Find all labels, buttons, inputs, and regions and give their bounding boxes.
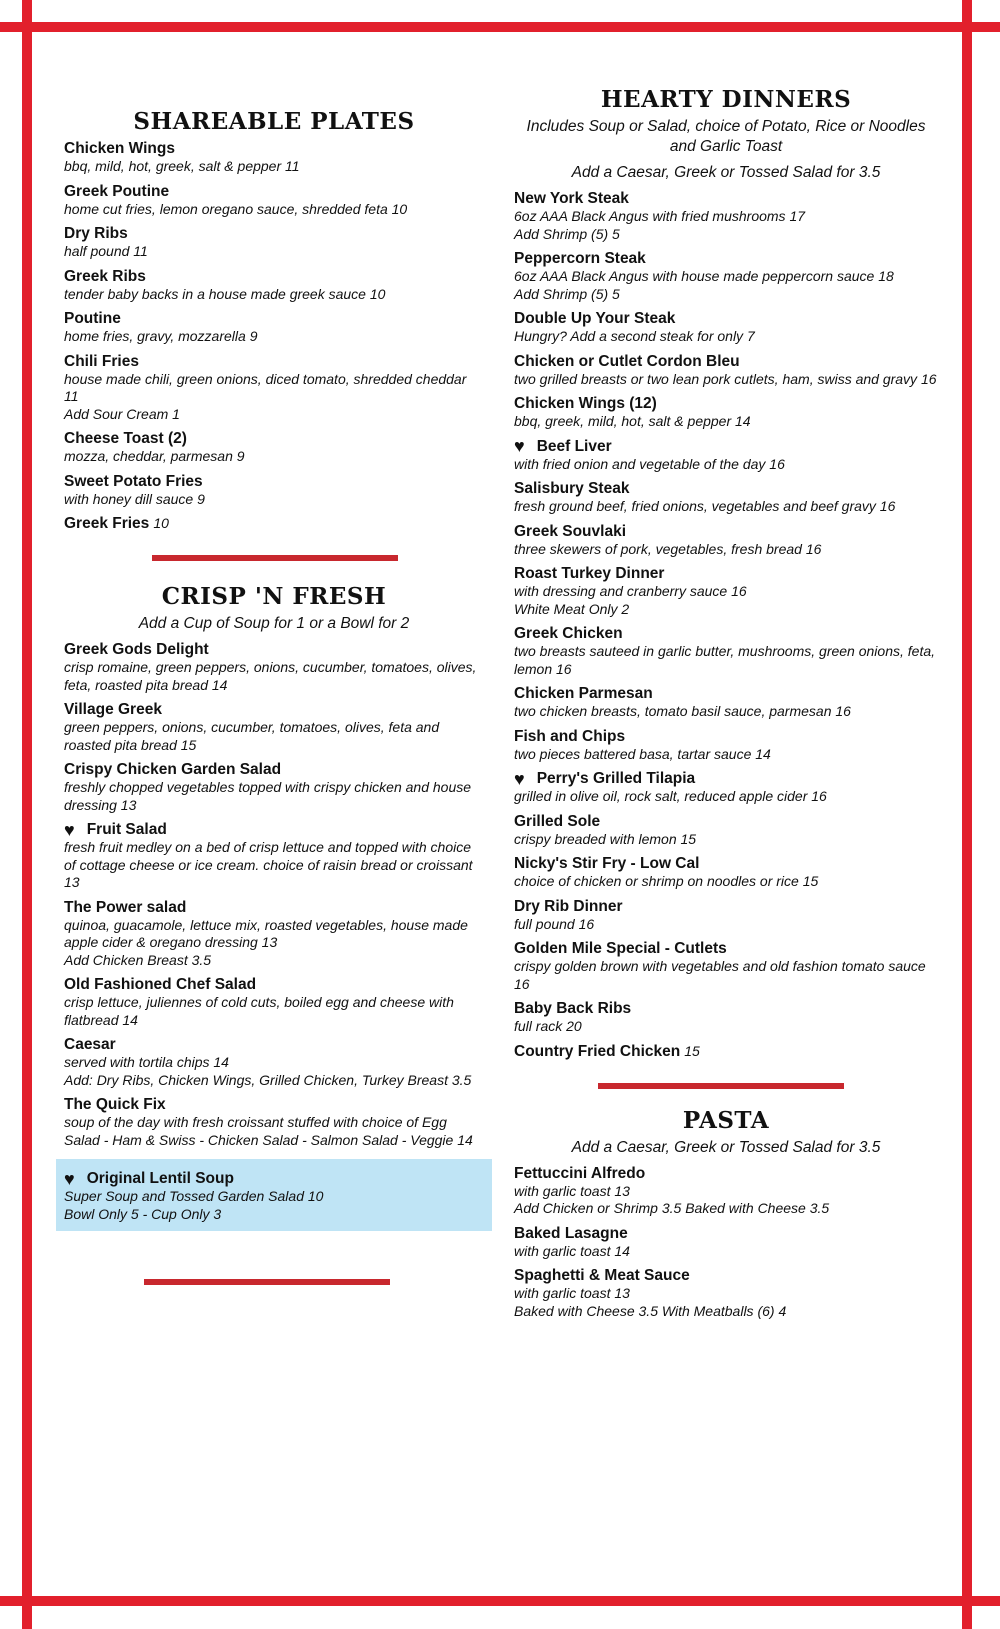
item-name: Cheese Toast (2) [64,430,187,447]
pasta-title: PASTA [682,1106,770,1134]
menu-item [64,640,484,694]
item-extra: Add Shrimp (5) 5 [514,285,620,302]
item-desc: crisp romaine, green peppers, onions, cucumber, tomatoes, olives, feta, roasted pita bread 14 [64,659,477,693]
lentil-soup-highlight [56,1159,492,1231]
hearty-subtitle-2: Add a Caesar, Greek or Tossed Salad for 3.5 [571,164,881,181]
heart-icon: ♥ [514,436,525,456]
menu-item [514,939,938,993]
menu-item [514,727,938,764]
menu-item [64,1035,484,1089]
item-desc: mozza, cheddar, parmesan 9 [64,448,245,464]
item-name [64,514,484,533]
menu-item [514,479,938,516]
menu-item [64,514,484,533]
item-desc: Hungry? Add a second steak for only 7 [514,328,755,344]
pasta-subtitle: Add a Caesar, Greek or Tossed Salad for 3.5 [571,1138,881,1156]
item-name: Nicky's Stir Fry - Low Cal [514,855,700,872]
item-name [514,1042,938,1061]
section-divider [152,555,398,561]
item-desc: house made chili, green onions, diced tomato, shredded cheddar 11 [64,370,467,404]
item-name: Dry Rib Dinner [514,897,623,915]
item-name: Double Up Your Steak [514,310,676,327]
item-name: New York Steak [514,190,629,207]
item-name-text: Beef Liver [536,437,612,455]
item-desc: 6oz AAA Black Angus with house made peppercorn sauce 18 [514,268,894,284]
item-desc: three skewers of pork, vegetables, fresh bread 16 [514,540,822,557]
item-desc: home cut fries, lemon oregano sauce, shredded feta 10 [64,200,408,217]
item-name-text: Country Fried Chicken [514,1042,681,1060]
item-desc: half pound 11 [64,243,148,259]
item-desc: served with tortila chips 14 [64,1054,229,1070]
item-desc: with fried onion and vegetable of the day 16 [514,455,785,472]
item-desc: two breasts sauteed in garlic butter, mushrooms, green onions, feta, lemon 16 [514,643,936,677]
item-name: Greek Poutine [64,182,170,200]
menu-item [64,309,484,346]
item-name: Crispy Chicken Garden Salad [64,761,282,778]
hearty-title: HEARTY DINNERS [600,86,852,113]
item-extra: Add Chicken Breast 3.5 [64,951,212,968]
item-name: Caesar [64,1036,116,1053]
heart-icon: ♥ [64,1168,75,1189]
item-name [64,1169,484,1188]
item-desc: Super Soup and Tossed Garden Salad 10 [64,1188,324,1204]
menu-item [64,224,484,261]
menu-item [64,760,484,814]
item-desc: freshly chopped vegetables topped with crispy chicken and house dressing 13 [64,779,472,813]
menu-item [64,1095,484,1149]
menu-item [64,182,484,219]
item-desc: tender baby backs in a house made greek sauce 10 [64,285,386,302]
item-name: Old Fashioned Chef Salad [64,976,257,993]
frame-left-border [22,0,32,1629]
frame-top-border [0,22,1000,32]
item-desc: with garlic toast 14 [514,1242,630,1259]
item-name: The Quick Fix [64,1096,166,1113]
item-name [514,769,938,788]
right-column [514,86,938,1326]
menu-item [514,1164,938,1218]
item-extra: Baked with Cheese 3.5 With Meatballs (6) 4 [514,1302,787,1319]
item-name: Roast Turkey Dinner [514,565,665,582]
menu-item [64,429,484,466]
item-extra: Add Shrimp (5) 5 [514,225,620,242]
item-name: Grilled Sole [514,812,601,830]
hearty-subtitle: Includes Soup or Salad, choice of Potato, Rice or Noodles and Garlic Toast [526,118,926,155]
menu-item [64,975,484,1029]
item-desc: with garlic toast 13 [514,1285,630,1301]
menu-item [514,854,938,891]
item-desc: soup of the day with fresh croissant stuffed with choice of Egg Salad - Ham & Swiss - Chicken Salad - Salmon Salad - Veggie 14 [64,1114,473,1148]
item-name-text: Perry's Grilled Tilapia [536,770,696,787]
item-desc: choice of chicken or shrimp on noodles or rice 15 [514,873,819,889]
item-desc: 6oz AAA Black Angus with fried mushrooms 17 [514,208,806,224]
item-price: 10 [153,515,169,531]
item-name: Fish and Chips [514,727,626,745]
menu-item [514,394,938,431]
item-extra: Bowl Only 5 - Cup Only 3 [64,1205,222,1222]
shareable-title: SHAREABLE PLATES [133,108,415,135]
frame-right-border [962,0,972,1629]
item-desc: quinoa, guacamole, lettuce mix, roasted vegetables, house made apple cider & oregano dressing 13 [64,916,468,950]
item-desc: with garlic toast 13 [514,1182,630,1199]
menu-item [514,309,938,346]
item-name [64,820,484,839]
menu-item [64,700,484,754]
item-desc: two pieces battered basa, tartar sauce 14 [514,745,771,762]
menu-item [514,769,938,806]
item-desc: with honey dill sauce 9 [64,490,205,507]
crisp-title: CRISP 'N FRESH [161,583,387,610]
item-name: Baby Back Ribs [514,1000,632,1017]
menu-item [514,1266,938,1320]
item-name: Village Greek [64,701,162,718]
item-extra: White Meat Only 2 [514,600,630,617]
menu-item [64,898,484,970]
left-column [64,108,484,1285]
item-name: Fettuccini Alfredo [514,1164,646,1182]
item-name: Chili Fries [64,352,139,370]
item-extra: Add Chicken or Shrimp 3.5 Baked with Cheese 3.5 [514,1200,830,1216]
item-desc: fresh ground beef, fried onions, vegetables and beef gravy 16 [514,498,896,514]
menu-item [514,812,938,849]
item-name: Poutine [64,310,121,327]
menu-item [514,1224,938,1261]
menu-item [64,267,484,304]
item-name-text: Original Lentil Soup [86,1170,234,1187]
item-desc: full pound 16 [514,915,595,932]
item-desc: bbq, greek, mild, hot, salt & pepper 14 [514,413,751,429]
item-desc: green peppers, onions, cucumber, tomatoes, olives, feta and roasted pita bread 15 [64,719,440,753]
menu-item [514,437,938,474]
item-name: Golden Mile Special - Cutlets [514,940,727,957]
item-name: Chicken or Cutlet Cordon Bleu [514,352,740,370]
menu-item [64,472,484,509]
menu-item [64,139,484,176]
section-divider [598,1083,844,1089]
item-name: Salisbury Steak [514,480,630,497]
heart-icon: ♥ [64,819,75,840]
item-desc: two grilled breasts or two lean pork cutlets, ham, swiss and gravy 16 [514,370,937,387]
item-name: Greek Souvlaki [514,522,627,540]
item-name [514,437,938,456]
menu-item [64,820,484,892]
frame-bottom-border [0,1596,1000,1606]
item-desc: full rack 20 [514,1018,582,1034]
item-extra: Add: Dry Ribs, Chicken Wings, Grilled Chicken, Turkey Breast 3.5 [64,1071,472,1088]
item-desc: fresh fruit medley on a bed of crisp lettuce and topped with choice of cottage cheese or ice cream. choice of raisin bread or croissant 13 [64,839,473,890]
menu-item [514,684,938,721]
menu-item [514,189,938,243]
item-name-text: Greek Fries [64,515,150,532]
heart-icon: ♥ [514,768,525,789]
menu-item [514,999,938,1036]
menu-item [514,564,938,618]
item-name: Spaghetti & Meat Sauce [514,1267,690,1284]
item-desc: bbq, mild, hot, greek, salt & pepper 11 [64,158,300,174]
item-desc: grilled in olive oil, rock salt, reduced apple cider 16 [514,788,827,804]
item-name: The Power salad [64,898,187,916]
item-name: Dry Ribs [64,225,128,242]
item-name: Chicken Wings (12) [514,395,657,412]
item-desc: crisp lettuce, juliennes of cold cuts, boiled egg and cheese with flatbread 14 [64,994,454,1028]
item-desc: two chicken breasts, tomato basil sauce, parmesan 16 [514,703,851,719]
item-price: 15 [684,1042,700,1059]
item-desc: crispy breaded with lemon 15 [514,830,697,847]
menu-item [514,897,938,934]
menu-item [514,522,938,559]
item-desc: crispy golden brown with vegetables and old fashion tomato sauce 16 [514,958,926,992]
item-name: Greek Ribs [64,267,146,285]
item-name: Chicken Wings [64,140,175,157]
menu-item [64,352,484,424]
item-desc: home fries, gravy, mozzarella 9 [64,328,258,344]
item-name: Chicken Parmesan [514,685,653,702]
item-extra: Add Sour Cream 1 [64,405,180,422]
section-divider [144,1279,390,1285]
item-name: Sweet Potato Fries [64,472,203,490]
item-name-text: Fruit Salad [86,821,167,838]
item-name: Baked Lasagne [514,1224,628,1242]
menu-item [514,624,938,678]
item-name: Peppercorn Steak [514,250,646,267]
crisp-subtitle: Add a Cup of Soup for 1 or a Bowl for 2 [138,615,410,632]
item-name: Greek Gods Delight [64,641,209,658]
menu-item [514,352,938,389]
item-name: Greek Chicken [514,625,623,642]
menu-item [514,1042,938,1061]
item-desc: with dressing and cranberry sauce 16 [514,583,747,599]
menu-item [514,249,938,303]
